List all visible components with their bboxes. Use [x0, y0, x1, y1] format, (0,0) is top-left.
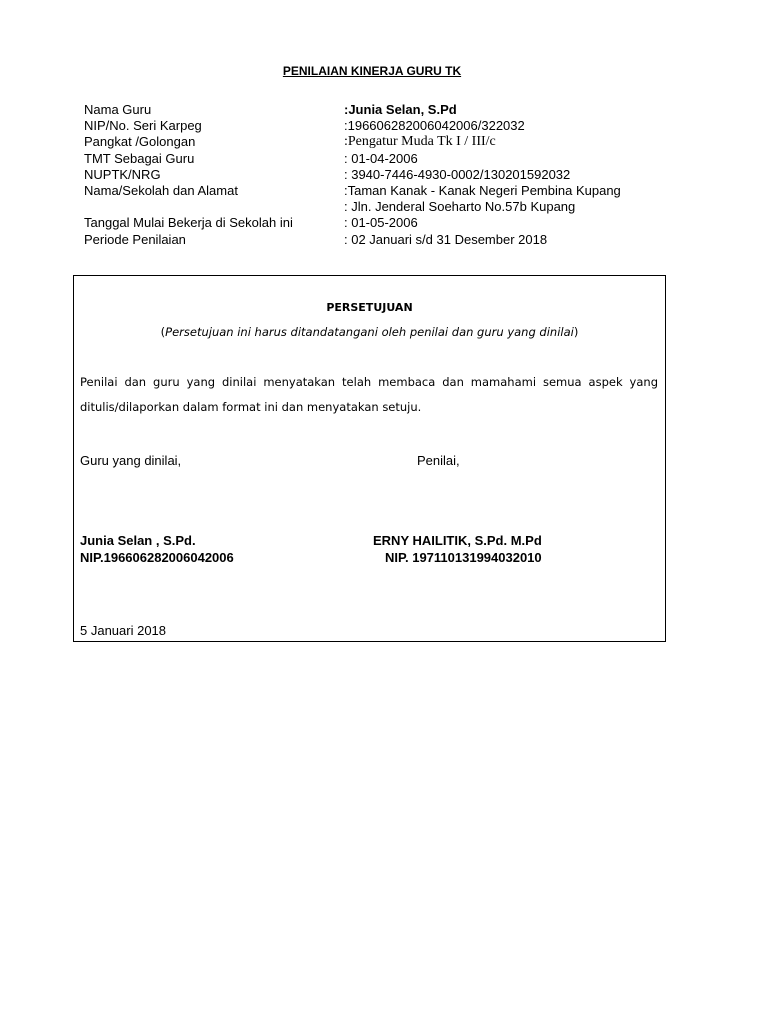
info-label: TMT Sebagai Guru	[84, 150, 195, 166]
persetujuan-heading: PERSETUJUAN	[326, 301, 413, 314]
info-value: :196606282006042006/322032	[344, 118, 525, 134]
penilai-signature-label: Penilai,	[417, 453, 460, 468]
info-row-alamat	[84, 199, 704, 215]
persetujuan-statement: Penilai dan guru yang dinilai menyatakan telah membaca dan mamahami semua aspek yang ditulis/dilaporkan dalam format ini dan menyatakan setuju.	[80, 375, 658, 414]
info-label: NIP/No. Seri Karpeg	[84, 118, 202, 134]
info-value: :Taman Kanak - Kanak Negeri Pembina Kupang	[344, 182, 621, 198]
penilai-nip: NIP. 197110131994032010	[385, 550, 542, 565]
info-row-tanggal-mulai	[84, 215, 704, 231]
teacher-info-block	[84, 102, 704, 248]
penilai-name: ERNY HAILITIK, S.Pd. M.Pd	[373, 533, 542, 548]
info-value: : 02 Januari s/d 31 Desember 2018	[344, 231, 548, 247]
note-open-paren: (	[160, 325, 166, 339]
document-title: PENILAIAN KINERJA GURU TK	[282, 64, 462, 78]
info-row-nama-guru	[84, 102, 704, 118]
persetujuan-note	[74, 325, 665, 339]
note-close-paren: )	[573, 325, 579, 339]
note-text: Persetujuan ini harus ditandatangani oleh penilai dan guru yang dinilai	[165, 325, 574, 339]
info-label: Nama/Sekolah dan Alamat	[84, 182, 238, 198]
info-row-tmt	[84, 151, 704, 167]
guru-name: Junia Selan , S.Pd.	[80, 533, 196, 548]
persetujuan-box	[73, 275, 666, 642]
info-label: NUPTK/NRG	[84, 166, 161, 182]
info-value: : 01-04-2006	[344, 150, 418, 166]
info-label: Nama Guru	[84, 102, 152, 117]
info-row-pangkat	[84, 134, 704, 150]
info-row-periode	[84, 232, 704, 248]
info-label: Tanggal Mulai Bekerja di Sekolah ini	[84, 215, 293, 231]
info-value: : 3940-7446-4930-0002/130201592032	[344, 166, 571, 182]
info-value: :Pengatur Muda Tk I / III/c	[344, 134, 496, 150]
info-label: Periode Penilaian	[84, 231, 186, 247]
info-value: : Jln. Jenderal Soeharto No.57b Kupang	[344, 199, 576, 215]
info-row-nuptk	[84, 167, 704, 183]
guru-signature-label: Guru yang dinilai,	[80, 453, 182, 468]
info-label: Pangkat /Golongan	[84, 134, 196, 150]
info-row-sekolah	[84, 183, 704, 199]
signing-date: 5 Januari 2018	[80, 623, 167, 638]
info-value: : 01-05-2006	[344, 215, 418, 231]
info-row-nip	[84, 118, 704, 134]
info-value: :Junia Selan, S.Pd	[344, 102, 457, 117]
guru-nip: NIP.196606282006042006	[80, 550, 234, 565]
